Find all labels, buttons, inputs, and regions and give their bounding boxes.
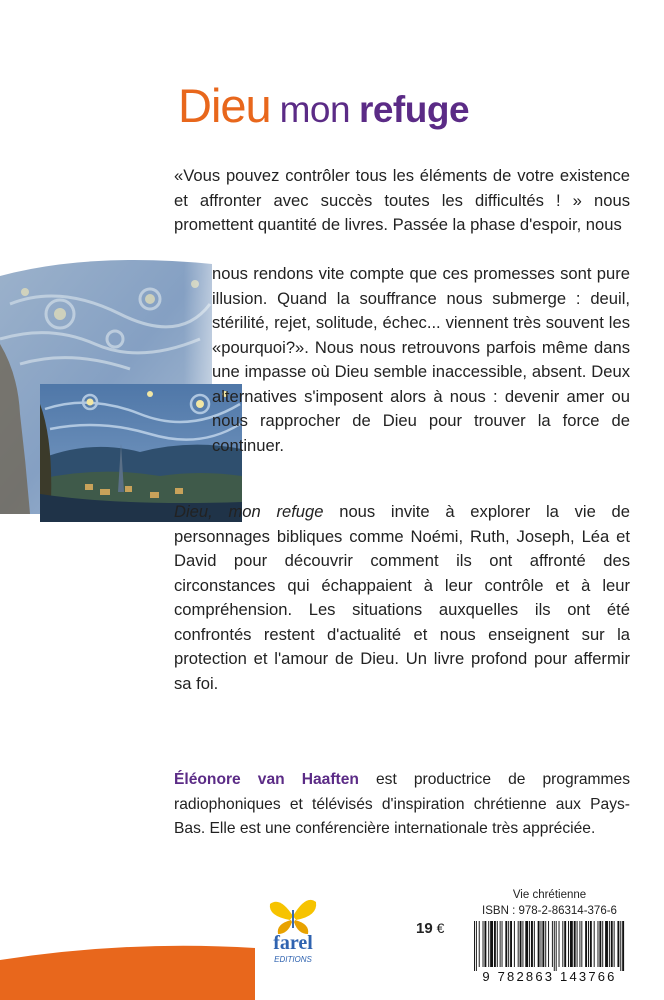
- barcode-bar: [609, 921, 610, 967]
- barcode-bar: [605, 921, 608, 967]
- farel-logo: [262, 894, 324, 966]
- indented-paragraph-text: nous rendons vite compte que ces promesses sont pure illusion. Quand la souffrance nous submerge : deuil, stérilité, rejet, solitude, échec... viennent très souvent les «pourquoi?». Nous nous retrouvons parfois même dans une impasse où Dieu semble inaccessible, absent. Deux alternatives s'imposent alors à nous : devenir amer ou nous rapprocher de Dieu pour trouver la force de continuer.: [212, 264, 630, 455]
- price-label: [416, 920, 444, 937]
- barcode-bar: [474, 921, 475, 971]
- barcode-bar: [574, 921, 576, 967]
- barcode-bar: [594, 921, 595, 967]
- barcode-bar: [554, 921, 555, 971]
- barcode-bar: [529, 921, 530, 967]
- barcode-number: 9 782863 143766: [482, 969, 617, 984]
- author-name: Éléonore van Haaften: [174, 771, 359, 788]
- barcode-bar: [598, 921, 599, 967]
- book-title-italic: Dieu, mon refuge: [174, 502, 324, 521]
- barcode-bar: [479, 921, 480, 967]
- barcode-bar: [538, 921, 540, 967]
- barcode-bar: [497, 921, 498, 967]
- title-word-dieu: Dieu: [178, 79, 271, 132]
- intro-paragraph: «Vous pouvez contrôler tous les éléments de votre existence et affronter avec succès toutes les difficultés ! » nous promettent quantité de livres. Passée la phase d'espoir, nous: [174, 166, 630, 234]
- barcode-bar: [514, 921, 515, 967]
- title-word-refuge: refuge: [358, 89, 470, 130]
- publisher-name: farel: [273, 932, 313, 954]
- barcode-bar: [510, 921, 512, 967]
- barcode-bar: [500, 921, 501, 967]
- publisher-sub: EDITIONS: [274, 955, 312, 964]
- barcode-bar: [483, 921, 484, 967]
- barcode-bar: [559, 921, 560, 967]
- barcode-bar: [520, 921, 522, 967]
- barcode-bar: [588, 921, 589, 967]
- barcode-bar: [570, 921, 573, 967]
- barcode-bar: [488, 921, 489, 967]
- barcode-bar: [617, 921, 619, 967]
- barcode-bar: [614, 921, 615, 967]
- barcode-bar: [577, 921, 578, 967]
- barcode-bar: [556, 921, 557, 971]
- barcode-bar: [508, 921, 509, 967]
- barcode-category: Vie chrétienne: [512, 889, 587, 901]
- butterfly-icon: [270, 900, 316, 934]
- barcode-bar: [590, 921, 592, 967]
- barcode-bar: [490, 921, 493, 967]
- barcode-bar: [548, 921, 549, 967]
- barcode-bar: [541, 921, 542, 967]
- barcode-bar: [568, 921, 569, 967]
- barcode-bar: [522, 921, 523, 967]
- barcode-bar: [562, 921, 563, 967]
- author-bio: [174, 768, 630, 842]
- barcode-bar: [552, 921, 553, 967]
- book-title: [178, 79, 470, 132]
- barcode-area: [468, 889, 631, 985]
- barcode-bar: [505, 921, 507, 967]
- barcode-bar: [476, 921, 477, 971]
- barcode-bar: [579, 921, 580, 967]
- barcode-bar: [564, 921, 566, 967]
- barcode-bar: [581, 921, 582, 967]
- price-amount: 19: [416, 920, 433, 937]
- barcode-bar: [585, 921, 587, 967]
- barcode-bar: [534, 921, 535, 967]
- book-description-text: nous invite à explorer la vie de personnages bibliques comme Noémi, Ruth, Joseph, Léa et David pour découvrir comment ils ont affronté des circonstances qui échappaient à leur contrôle et à leur compréhension. Les situations auxquelles ils ont été confrontés restent d'actualité et nous enseignent sur la protection et l'amour de Dieu. Un livre profond pour affermir sa foi.: [174, 502, 630, 693]
- author-bio-text: est productrice de programmes radiophoniques et télévisés d'inspiration chrétienne aux Pays-Bas. Elle est une conférencière internationale très appréciée.: [174, 771, 630, 837]
- barcode-bar: [525, 921, 528, 967]
- barcode-bar: [494, 921, 496, 967]
- indented-paragraph: [212, 262, 630, 458]
- barcode-bar: [502, 921, 503, 967]
- barcode-isbn: ISBN : 978-2-86314-376-6: [482, 905, 617, 917]
- barcode-bar: [622, 921, 624, 971]
- barcode-bar: [484, 921, 486, 967]
- starry-night-painting: [0, 244, 245, 524]
- book-description-paragraph: [174, 500, 630, 696]
- barcode-bar: [545, 921, 546, 967]
- price-currency: €: [436, 920, 445, 936]
- barcode-bars: [472, 921, 627, 971]
- barcode-bar: [518, 921, 519, 967]
- title-word-mon: mon: [279, 89, 351, 130]
- barcode-bar: [602, 921, 603, 967]
- barcode-bar: [542, 921, 544, 967]
- barcode-bar: [599, 921, 601, 967]
- barcode-bar: [611, 921, 613, 967]
- barcode-bar: [531, 921, 533, 967]
- barcode-bar: [620, 921, 621, 971]
